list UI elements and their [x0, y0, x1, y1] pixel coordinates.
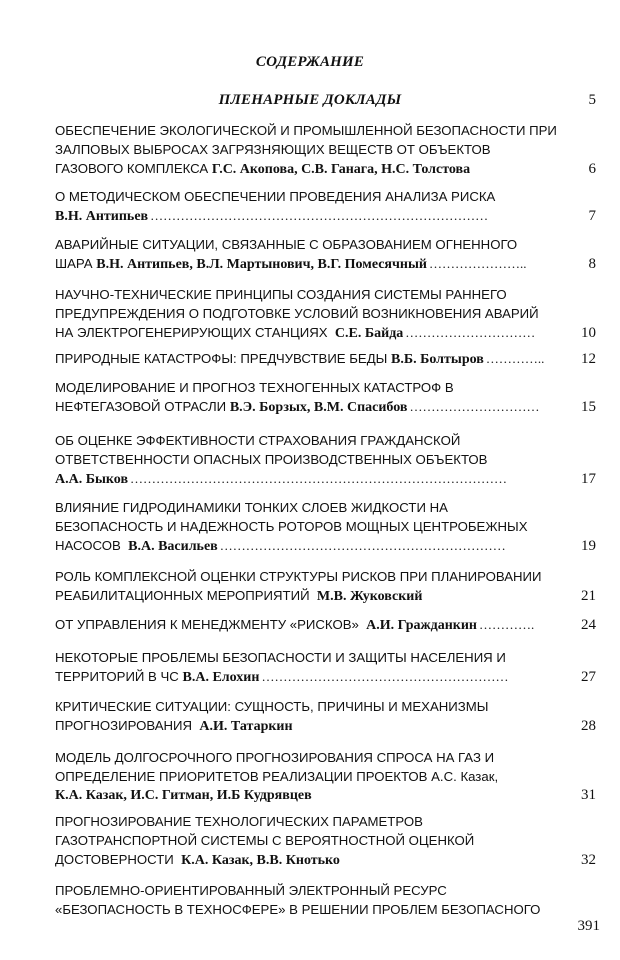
entry-page-number: 19 [581, 538, 596, 554]
entry-authors: В.Н. Антипьев, В.Л. Мартынович, В.Г. Помесячный [96, 257, 427, 272]
entry-title-tail: ДОСТОВЕРНОСТИ [55, 852, 182, 867]
entry-authors: В.Э. Борзых, В.М. Спасибов [229, 400, 408, 415]
toc-entry [55, 235, 596, 273]
entry-title-line: МОДЕЛИРОВАНИЕ И ПРОГНОЗ ТЕХНОГЕННЫХ КАТАСТРОФ В [55, 380, 454, 395]
entry-authors: В.А. Елохин [182, 670, 260, 685]
entry-authors: В.А. Васильев [128, 539, 218, 554]
entry-title-line: ОБ ОЦЕНКЕ ЭФФЕКТИВНОСТИ СТРАХОВАНИЯ ГРАЖДАНСКОЙ [55, 433, 461, 448]
entry-page-number: 32 [581, 852, 596, 868]
toc-entry [55, 812, 596, 869]
entry-title-tail: РЕАБИЛИТАЦИОННЫХ МЕРОПРИЯТИЙ [55, 588, 317, 603]
dot-leader: …………………………………………………………………………… [130, 471, 508, 486]
entry-title-line: ОПРЕДЕЛЕНИЕ ПРИОРИТЕТОВ РЕАЛИЗАЦИИ ПРОЕКТОВ А.С. Казак, [55, 769, 499, 784]
entry-title-line: ПРОБЛЕМНО-ОРИЕНТИРОВАННЫЙ ЭЛЕКТРОННЫЙ РЕСУРС [55, 883, 447, 898]
dot-leader: …………………………………………………………………… [150, 208, 489, 223]
entry-title-tail: НЕФТЕГАЗОВОЙ ОТРАСЛИ [55, 399, 230, 414]
entry-page-number: 12 [581, 351, 596, 367]
entry-authors: В.Б. Болтыров [391, 352, 484, 367]
entry-last-line [55, 349, 596, 368]
entry-title-line: ОТВЕТСТВЕННОСТИ ОПАСНЫХ ПРОИЗВОДСТВЕННЫХ ОБЪЕКТОВ [55, 452, 488, 467]
entry-title-line: ПРОГНОЗИРОВАНИЕ ТЕХНОЛОГИЧЕСКИХ ПАРАМЕТРОВ [55, 814, 423, 829]
toc-entry [55, 121, 596, 178]
entry-page-number: 27 [581, 669, 596, 685]
toc-entry [55, 378, 596, 416]
entry-title-line: РОЛЬ КОМПЛЕКСНОЙ ОЦЕНКИ СТРУКТУРЫ РИСКОВ ПРИ ПЛАНИРОВАНИИ [55, 569, 542, 584]
entry-title-line: ПРЕДУПРЕЖДЕНИЯ О ПОДГОТОВКЕ УСЛОВИЙ ВОЗНИКНОВЕНИЯ АВАРИЙ [55, 306, 539, 321]
entry-last-line [55, 397, 596, 416]
entry-title-line: ГАЗОТРАНСПОРТНОЙ СИСТЕМЫ С ВЕРОЯТНОСТНОЙ ОЦЕНКОЙ [55, 833, 475, 848]
entry-last-line [55, 323, 596, 342]
entry-page-number: 28 [581, 718, 596, 734]
entry-page-number: 17 [581, 471, 596, 487]
toc-entry [55, 285, 596, 342]
toc-entry [55, 498, 596, 555]
entry-last-line [55, 615, 596, 634]
entry-title-line: ОБЕСПЕЧЕНИЕ ЭКОЛОГИЧЕСКОЙ И ПРОМЫШЛЕННОЙ БЕЗОПАСНОСТИ ПРИ [55, 123, 557, 138]
entry-page-number: 31 [581, 787, 596, 803]
dot-leader: ………………….. [428, 256, 527, 271]
entry-title-line: ЗАЛПОВЫХ ВЫБРОСАХ ЗАГРЯЗНЯЮЩИХ ВЕЩЕСТВ ОТ ОБЪЕКТОВ [55, 142, 491, 157]
entry-last-line [55, 159, 596, 178]
entry-authors: А.И. Гражданкин [366, 618, 477, 633]
entry-authors: А.А. Быков [55, 472, 129, 487]
dot-leader: …………. [478, 617, 535, 632]
entry-title-tail: ПРОГНОЗИРОВАНИЯ [55, 718, 200, 733]
section-heading: ПЛЕНАРНЫЕ ДОКЛАДЫ [218, 92, 402, 108]
entry-last-line [55, 850, 596, 869]
dot-leader: ………………………………………………………… [219, 538, 506, 553]
entry-page-number: 15 [581, 399, 596, 415]
entry-last-line [55, 206, 596, 225]
entry-page-number: 7 [588, 208, 596, 224]
toc-entry [55, 187, 596, 225]
entry-last-line [55, 586, 596, 605]
entry-title-line: КРИТИЧЕСКИЕ СИТУАЦИИ: СУЩНОСТЬ, ПРИЧИНЫ И МЕХАНИЗМЫ [55, 699, 489, 714]
entry-authors: М.В. Жуковский [316, 589, 423, 604]
page-folio: 391 [577, 918, 600, 934]
section-page-number: 5 [588, 92, 596, 108]
entry-authors: Г.С. Акопова, С.В. Ганага, Н.С. Толстова [211, 162, 471, 177]
entry-title-line: АВАРИЙНЫЕ СИТУАЦИИ, СВЯЗАННЫЕ С ОБРАЗОВАНИЕМ ОГНЕННОГО [55, 237, 518, 252]
entry-last-line [55, 716, 596, 735]
entry-last-line [55, 786, 596, 805]
toc-entry [55, 648, 596, 686]
entry-title-tail: НАСОСОВ [55, 538, 129, 553]
toc-entry [55, 881, 596, 919]
entry-page-number: 21 [581, 588, 596, 604]
entry-last-line [55, 254, 596, 273]
entry-last-line [55, 469, 596, 488]
entry-page-number: 24 [581, 617, 596, 633]
dot-leader: ………………………… [405, 325, 536, 340]
entry-title-line: МОДЕЛЬ ДОЛГОСРОЧНОГО ПРОГНОЗИРОВАНИЯ СПРОСА НА ГАЗ И [55, 750, 495, 765]
entry-page-number: 6 [588, 161, 596, 177]
entry-authors: К.А. Казак, И.С. Гитман, И.Б Кудрявцев [55, 788, 312, 803]
dot-leader: ………………………… [409, 399, 540, 414]
dot-leader: ………….. [485, 351, 545, 366]
entry-last-line [55, 667, 596, 686]
entry-last-line [55, 536, 596, 555]
entry-title-line: ВЛИЯНИЕ ГИДРОДИНАМИКИ ТОНКИХ СЛОЕВ ЖИДКОСТИ НА [55, 500, 448, 515]
toc-entry [55, 748, 596, 805]
entry-authors: С.Е. Байда [334, 326, 404, 341]
entry-title-tail: ОТ УПРАВЛЕНИЯ К МЕНЕДЖМЕНТУ «РИСКОВ» [55, 617, 367, 632]
entry-title-line: «БЕЗОПАСНОСТЬ В ТЕХНОСФЕРЕ» В РЕШЕНИИ ПРОБЛЕМ БЕЗОПАСНОГО [55, 902, 541, 917]
entry-title-tail: ТЕРРИТОРИЙ В ЧС [55, 669, 183, 684]
entry-page-number: 10 [581, 325, 596, 341]
entry-title-line: О МЕТОДИЧЕСКОМ ОБЕСПЕЧЕНИИ ПРОВЕДЕНИЯ АНАЛИЗА РИСКА [55, 189, 496, 204]
entry-title-tail: ШАРА [55, 256, 97, 271]
toc-entry [55, 431, 596, 488]
entry-authors: В.Н. Антипьев [55, 209, 149, 224]
entry-page-number: 8 [588, 256, 596, 272]
entry-title-tail: НА ЭЛЕКТРОГЕНЕРИРУЮЩИХ СТАНЦИЯХ [55, 325, 335, 340]
entry-authors: К.А. Казак, В.В. Кнотько [181, 853, 340, 868]
toc-heading: СОДЕРЖАНИЕ [255, 54, 365, 70]
entry-title-line: БЕЗОПАСНОСТЬ И НАДЕЖНОСТЬ РОТОРОВ МОЩНЫХ ЦЕНТРОБЕЖНЫХ [55, 519, 528, 534]
entry-title-line: НАУЧНО-ТЕХНИЧЕСКИЕ ПРИНЦИПЫ СОЗДАНИЯ СИСТЕМЫ РАННЕГО [55, 287, 507, 302]
toc-entry [55, 697, 596, 735]
entry-title-tail: ПРИРОДНЫЕ КАТАСТРОФЫ: ПРЕДЧУВСТВИЕ БЕДЫ [55, 351, 391, 366]
entry-title-line: НЕКОТОРЫЕ ПРОБЛЕМЫ БЕЗОПАСНОСТИ И ЗАЩИТЫ НАСЕЛЕНИЯ И [55, 650, 506, 665]
dot-leader: ………………………………………………… [261, 669, 509, 684]
toc-entry [55, 349, 596, 368]
entry-authors: А.И. Татаркин [199, 719, 293, 734]
toc-entry [55, 567, 596, 605]
toc-entry [55, 615, 596, 634]
entry-title-tail: ГАЗОВОГО КОМПЛЕКСА [55, 161, 212, 176]
